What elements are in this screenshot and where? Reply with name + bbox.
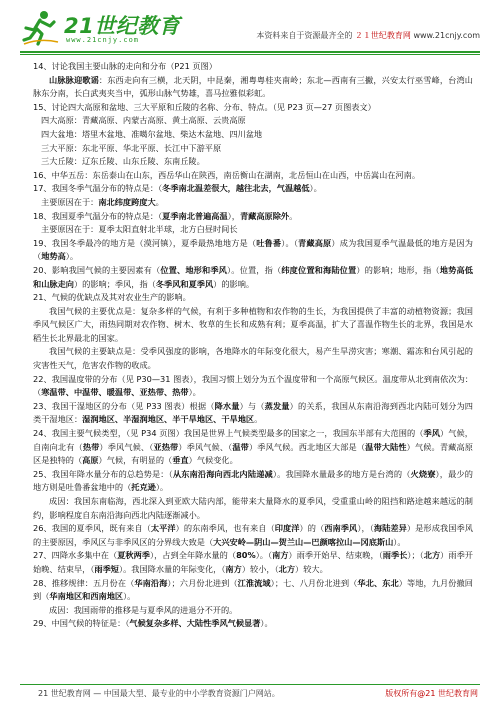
text-run: ）。 (188, 387, 201, 398)
paragraph (33, 182, 473, 196)
logo-url: www.21cnjy.com (66, 36, 140, 44)
bold-run: 亚热带 (153, 441, 179, 452)
bold-run: 华南地区和西南地区 (49, 591, 124, 602)
text-run: ）季风气候。西北地区大部是（ (248, 441, 366, 452)
footer-text: 21 世纪教育网 — 中国最大型、最专业的中小学教育资源门户网站。 (38, 689, 280, 698)
text-run: ）气候。青藏高原区是独特的（ (33, 441, 473, 466)
paragraph (33, 400, 473, 427)
paragraph (33, 237, 473, 264)
paragraph (33, 114, 473, 128)
text-run: 主要原因在于：夏季太阳直射北半球，北方白昼时间长 (41, 224, 238, 235)
text-run: ）。（ (281, 237, 299, 248)
text-run: ）的东南季风，也有来自（ (175, 523, 275, 534)
text-run: ）气候，有明显的（ (98, 455, 173, 466)
text-run: ），（ (357, 523, 374, 534)
bold-run: 高原 (82, 455, 99, 466)
bold-run: 温带大陆性 (365, 441, 407, 452)
text-run: 25、我国年降水量分布的总趋势是：（ (33, 468, 173, 479)
text-run: 。 (289, 210, 298, 221)
text-run: ）雨季开始早、结束晚，（ (288, 550, 383, 561)
bold-run: 降水量 (214, 400, 240, 411)
text-run: ）。（ (255, 550, 273, 561)
paragraph (33, 495, 473, 522)
paragraph (33, 427, 473, 468)
bold-run: 热带 (82, 441, 100, 452)
text-run: ）是形成我国季风的主要原因，季风区与非季风区的分界线大致是（ (33, 523, 473, 547)
bold-run: 华南沿海 (134, 577, 168, 588)
paragraph (33, 101, 473, 115)
text-run: 。 (155, 196, 164, 207)
paragraph (33, 74, 473, 101)
text-run: ）的影响。 (213, 278, 255, 289)
header-url[interactable]: www.21cnjy.com (413, 31, 480, 40)
paragraph (33, 210, 473, 224)
text-run: 14、讨论我国主要山脉的走向和分布（P21 页图） (33, 61, 217, 71)
paragraph (33, 223, 473, 237)
text-run: ）。 (65, 251, 79, 262)
page-header (20, 8, 480, 48)
text-run: 24、我国主要气候类型，（见 P34 页图）我国是世界上气候类型最多的国家之一，我国东半部有大范围的（ (33, 428, 424, 439)
text-run: 17、我国冬季气温分布的特点是：（ (33, 183, 163, 194)
text-run: 22、我国温度带的分布（见 P30—31 图表），我国习惯上划分为五个温度带和一个高原气候区。温度带从北到南依次为：（ (33, 373, 473, 398)
text-run: ）。 (123, 591, 136, 602)
paragraph (33, 549, 473, 576)
page-footer (38, 688, 478, 699)
bold-run: 蒸发量 (264, 400, 290, 411)
bold-run: 托克逊 (131, 482, 156, 493)
paragraph (33, 522, 473, 549)
text-run: 三大丘陵：辽东丘陵、山东丘陵、东南丘陵。 (41, 156, 205, 167)
text-run: ）；七、八月份北进到（ (270, 577, 358, 588)
text-run: 21、气候的优缺点及其对农业生产的影响。 (33, 292, 191, 303)
bold-run: 雨季短 (94, 563, 119, 574)
bold-run: 印度洋 (274, 523, 300, 534)
paragraph (33, 305, 473, 346)
bold-run: 垂直 (172, 455, 189, 466)
paragraph (33, 264, 473, 291)
bold-run: 纬度位置和海陆位置 (281, 264, 357, 275)
bold-run: 夏秋两季 (117, 550, 150, 561)
bold-run: 南方 (272, 550, 289, 561)
text-run: ）；（ (407, 550, 424, 561)
header-divider (20, 51, 480, 53)
bold-run: 地势高 (41, 251, 66, 262)
bold-run: 大兴安岭—阴山—贺兰山—巴颜喀拉山—冈底斯山 (213, 536, 394, 547)
bold-run: 江淮流域 (237, 577, 271, 588)
paragraph (33, 128, 473, 142)
paragraph (33, 468, 473, 495)
bold-run: 地势高低和山脉走向 (33, 264, 473, 289)
text-run: 15、讨论四大高原和盆地、三大平原和丘陵的名称、分布、特点。（见 P23 页—27 页图表文） (33, 101, 376, 112)
paragraph (33, 604, 473, 618)
site-logo[interactable] (20, 8, 200, 48)
text-run: ）气候，自南向北有（ (33, 428, 473, 452)
text-run: 29、中国气候的特征是：（ (33, 618, 130, 629)
bold-run: 气候复杂多样、大陆性季风气候显著 (129, 618, 261, 629)
bold-run: 80% (236, 550, 256, 561)
text-run: 19、我国冬季最冷的地方是（漠河镇），夏季最热地地方是（ (33, 237, 257, 248)
text-run: 成因：我国雨带的推移是与夏季风的进退分不开的。 (49, 604, 238, 615)
header-prefix: 本资料来自于资源最齐全的 (256, 31, 353, 40)
text-run: ）的（ (299, 523, 325, 534)
bold-run: 湿润地区、半湿润地区、半干旱地区、干旱地区 (82, 414, 255, 425)
bold-run: 季风 (423, 428, 441, 439)
bold-run: 西南季风 (324, 523, 358, 534)
paragraph (33, 373, 473, 400)
paragraph (33, 169, 473, 183)
text-run: 16、中华五岳：东岳泰山在山东，西岳华山在陕西，南岳衡山在湖南，北岳恒山在山西，中岳嵩山在河南。 (33, 169, 421, 180)
text-run: 四大高原：青藏高原、内蒙古高原、黄土高原、云贵高原 (41, 115, 246, 126)
paragraph (33, 345, 473, 372)
text-run: ）。 (260, 618, 273, 629)
paragraph (33, 577, 473, 604)
text-run: 成因：我国东南临海，西北深入到亚欧大陆内部，能带来大量降水的夏季风，受重重山岭的阻挡和路途越来越远的制约，影响程度自东南沿海向西北内陆逐渐减小。 (33, 496, 473, 520)
bold-run: 温带 (232, 441, 249, 452)
text-run: ）气候变化。 (188, 455, 238, 466)
bold-run: 吐鲁番 (256, 237, 282, 248)
text-run: ）。 (393, 536, 406, 547)
header-brand-link[interactable]: ２１世纪教育网 (354, 31, 411, 40)
bold-run: 山脉脉迎歌谣 (49, 74, 99, 85)
text-run: 我国气候的主要优点是：复杂多样的气候，有利于多种植物和农作物的生长，为我国提供了丰富的动植物资源；我国季风气候区广大，雨热同期对农作物、树木、牧草的生长和成熟有利；夏季高温，扩大了喜温作物生长的北界，我国是水稻生长北界最北的国家。 (33, 305, 473, 343)
text-run: ）季风气候、（ (178, 441, 233, 452)
paragraph (33, 60, 473, 74)
bold-run: 华北、东北 (357, 577, 399, 588)
text-run: 28、推移规律：五月份在（ (33, 577, 135, 588)
logo-text: 21世纪教育 (64, 14, 181, 38)
bold-run: 北方 (423, 550, 441, 561)
text-run: ）较小，（ (241, 563, 279, 574)
text-run: ），占到全年降水量的（ (150, 550, 237, 561)
paragraph (33, 617, 473, 631)
bold-run: 火烧寮 (410, 468, 436, 479)
text-run: ）与（ (239, 400, 265, 411)
paragraph (33, 142, 473, 156)
text-run: ）， (227, 210, 240, 221)
text-run: 我国气候的主要缺点是：受季风强度的影响，各地降水的年际变化很大，易产生旱涝灾害；寒潮、霜冻和台风引起的灾害性天气，危害农作物的收成。 (33, 346, 473, 371)
header-divider-thin (20, 54, 480, 55)
text-run: 四大盆地：塔里木盆地、准噶尔盆地、柴达木盆地、四川盆地 (41, 128, 263, 139)
text-run: ）。我国降水量的年际变化，（ (118, 563, 226, 574)
bold-run: 北方 (278, 563, 296, 574)
text-run: ）的关系，我国从东南沿海到西北内陆可划分为四类干湿地区： (33, 400, 473, 425)
bold-run: 青藏高原除外 (239, 210, 290, 221)
text-run: 。 (254, 414, 263, 425)
text-run: 27、四降水多集中在（ (33, 550, 118, 561)
bold-run: 位置、地形和季风 (160, 264, 228, 275)
text-run: 主要原因在于： (41, 196, 99, 207)
bold-run: 南北纬度跨度大 (98, 196, 156, 207)
paragraph (33, 291, 473, 305)
runner-logo-icon (20, 8, 60, 48)
text-run: ）较大。 (295, 563, 328, 574)
text-run: ）等地，九月份撤回到（ (33, 577, 473, 602)
text-run: ：东西走向有三横，北天阴，中昆秦，湘粤粤桂夹南岭；东北—西南有三撇，兴安太行巫雪峰，台湾山脉东分南，长白武夷夹当中，弧形山脉气势雄，喜马拉雅似彩虹。 (33, 74, 473, 99)
bold-run: 寒温带、中温带、暖温带、亚热带、热带 (41, 387, 189, 398)
bold-run: 从东南沿海向西北内陆递减 (172, 468, 273, 479)
text-run: ）。位置，指（ (227, 264, 282, 275)
text-run: ）雨季开始晚、结束早，（ (33, 550, 473, 574)
header-tagline (256, 30, 480, 41)
bold-run: 太平洋 (150, 523, 176, 534)
text-run: ）的影响；季风，指（ (73, 278, 156, 289)
text-run: ）季风气候、（ (99, 441, 154, 452)
text-run: ），最少的地方则是吐鲁番盆地中的（ (33, 468, 473, 493)
text-run: ）成为我国夏季气温最低的地方是因为（ (33, 237, 473, 262)
paragraph (33, 155, 473, 169)
text-run: ）。 (155, 482, 169, 493)
bold-run: 南方 (225, 563, 242, 574)
paragraph (33, 196, 473, 210)
footer-divider (20, 684, 480, 685)
text-run: ）。我国降水量最多的地方是台湾的（ (272, 468, 411, 479)
footer-copyright-link[interactable]: 版权所有@21 世纪教育网 (385, 689, 478, 698)
bold-run: 海陆差异 (373, 523, 407, 534)
text-run: 18、我国夏季气温分布的特点是：（ (33, 210, 163, 221)
bold-run: 冬季南北温差很大，越往北去，气温越低 (162, 183, 310, 194)
bold-run: 雨季长 (382, 550, 408, 561)
text-run: ）；六月份北进到（ (167, 577, 238, 588)
text-run: 20、影响我国气候的主要因素有（ (33, 264, 161, 275)
bold-run: 冬季风和夏季风 (155, 278, 214, 289)
text-run: ）。 (309, 183, 322, 194)
text-run: ）的影响；地形，指（ (356, 264, 440, 275)
text-run: 三大平原：东北平原、华北平原、长江中下游平原 (41, 142, 222, 153)
text-run: 23、我国干湿地区的分布（见 P33 图表）根据（ (33, 400, 215, 411)
text-run: 26、我国的夏季风，既有来自（ (33, 523, 151, 534)
bold-run: 青藏高原 (298, 237, 332, 248)
document-body (33, 60, 473, 631)
bold-run: 夏季南北普遍高温 (162, 210, 228, 221)
